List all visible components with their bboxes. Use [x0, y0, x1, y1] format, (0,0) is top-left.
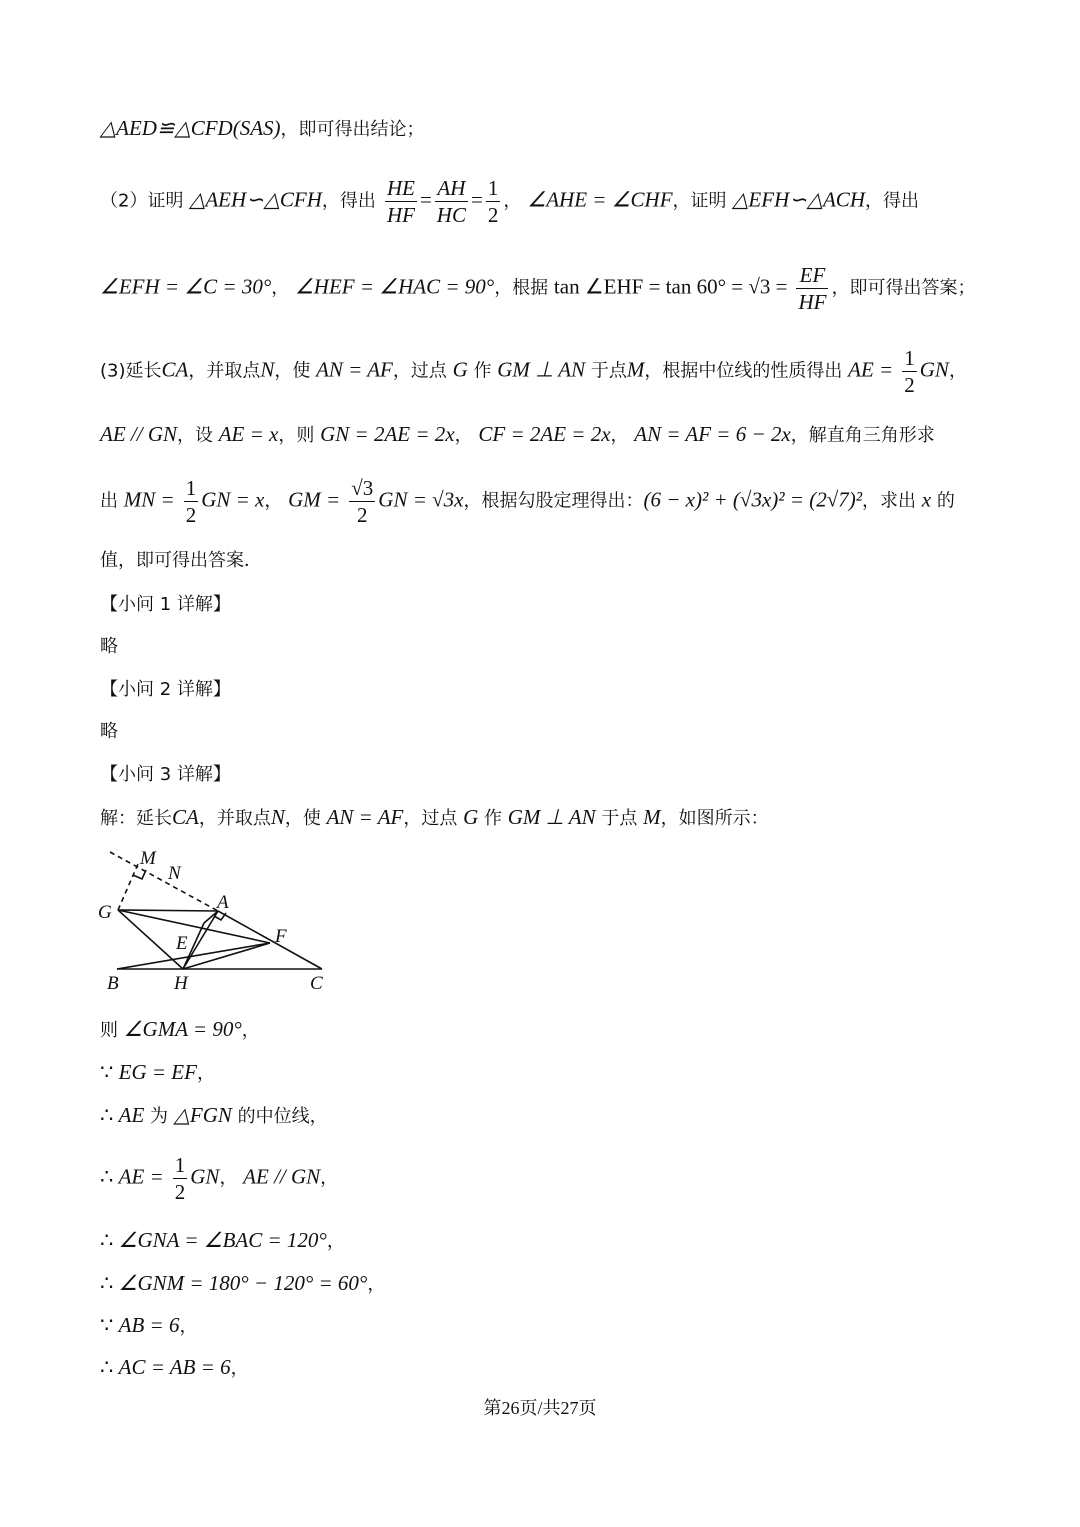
text: ， [271, 277, 295, 299]
text-line [100, 1357, 982, 1378]
text-line [100, 1230, 982, 1251]
text: 解：延长 [100, 808, 172, 829]
math-expression: M [626, 357, 645, 382]
page-footer: 第26页/共27页 [483, 1398, 597, 1418]
math-expression: ∠GMA = 90° [123, 1017, 242, 1041]
text: ， [196, 1063, 215, 1084]
text-line [100, 475, 982, 528]
math-expression: N [270, 805, 285, 829]
math-expression: △EFH∽△ACH [732, 187, 865, 212]
math-expression: MN = [123, 487, 175, 512]
text: ，解直角三角形求 [790, 425, 935, 446]
math-expression: △AED≌△CFD(SAS) [100, 116, 281, 140]
math-expression: AN = AF = 6 − 2x [634, 422, 791, 446]
text: ，过点 [392, 360, 453, 382]
text: ， [326, 1231, 345, 1252]
math-expression: CA [161, 357, 189, 382]
math-expression: ∠GNM = 180° − 120° = 60° [118, 1271, 368, 1295]
math-expression: G [452, 357, 468, 382]
label-n: N [168, 863, 181, 884]
text: ，求出 [862, 490, 922, 512]
text: ，根据中位线的性质得出 [644, 360, 849, 382]
math-expression: GM ⊥ AN [497, 357, 586, 382]
text: 作 [478, 808, 508, 829]
text: 的中位线， [231, 1106, 328, 1127]
text-line [100, 424, 982, 445]
text-line [100, 1062, 982, 1083]
text: 作 [467, 360, 498, 382]
text: ，即可得出答案； [831, 277, 976, 299]
text-line: （2）证明 △AEH∽△CFH，得出 $\frac{HE}{HF}$ = $\frac{AH}{HC}$ = $\frac{1}{2}$ ， ∠AHE = ∠CHF，证明 △EFH∽△ACH，得出 [100, 176, 919, 227]
text: ，如图所示： [660, 808, 769, 829]
math-expression: GM = [288, 487, 341, 512]
text: 出 [100, 490, 124, 512]
math-expression: x [921, 487, 932, 512]
text: ∴ [100, 1103, 119, 1127]
text: ， [230, 1358, 249, 1379]
math-expression: CA [172, 805, 199, 829]
text: ，即可得出结论； [280, 119, 425, 140]
math-expression: AN = AF [316, 357, 393, 382]
math-expression: ∠GNA = ∠BAC = 120° [118, 1228, 327, 1252]
text: ，则 [278, 425, 321, 446]
text-line: 值，即可得出答案． [100, 550, 262, 571]
text: （2）证明 [100, 190, 190, 212]
text: ，使 [274, 360, 317, 382]
dashed-line-gm [118, 864, 138, 910]
section-header: 【小问 3 详解】 [100, 764, 231, 785]
math-expression: AE = [118, 1164, 164, 1189]
math-expression: GN [919, 357, 949, 382]
math-expression: M [643, 805, 661, 829]
text: ， [454, 425, 479, 446]
fraction: $\frac{HE}{HF}$ [386, 176, 415, 227]
text: 于点 [595, 808, 644, 829]
text: ∴ [100, 1228, 119, 1252]
text-line [100, 118, 982, 139]
text-line [100, 1315, 982, 1336]
text: ，过点 [403, 808, 464, 829]
label-g: G [98, 902, 112, 923]
text-line [100, 1105, 982, 1126]
label-f: F [275, 926, 287, 947]
text: ∵ [100, 1313, 119, 1337]
math-expression: GN [190, 1164, 220, 1189]
math-expression: GN = √3x [378, 487, 464, 512]
label-c: C [310, 973, 323, 994]
text: ，设 [177, 425, 219, 446]
text: ，根据 [494, 277, 554, 299]
math-expression: AE = [848, 357, 894, 382]
math-expression: AE [118, 1103, 145, 1127]
text: ， [241, 1020, 260, 1041]
math-expression: G [463, 805, 479, 829]
text: 为 [144, 1106, 174, 1127]
text: ， [367, 1274, 386, 1295]
fraction: $\frac{1}{2}$ [174, 1153, 186, 1204]
text-line [100, 1019, 982, 1040]
text: 则 [100, 1020, 124, 1041]
text: ，得出 [864, 190, 919, 212]
math-expression: AB = 6 [118, 1313, 180, 1337]
fraction: $\frac{1}{2}$ [487, 176, 499, 227]
label-e: E [176, 933, 188, 954]
math-expression: ∠AHE = ∠CHF [527, 187, 673, 212]
geometry-figure [100, 845, 340, 1000]
text-line [100, 807, 982, 828]
text-line: 略 [100, 721, 118, 742]
section-header: 【小问 2 详解】 [100, 679, 231, 700]
text: ∵ [100, 1060, 119, 1084]
dashed-line-ma [110, 852, 218, 911]
fraction: $\frac{EF}{HF}$ [798, 263, 827, 314]
text: ∴ [100, 1355, 119, 1379]
math-expression: EG = EF [118, 1060, 197, 1084]
text: ， [610, 425, 635, 446]
text: ，证明 [672, 190, 733, 212]
line-ac [218, 911, 322, 969]
math-expression: △FGN [173, 1103, 232, 1127]
text: ，得出 [321, 190, 376, 212]
text: ， [219, 1167, 244, 1189]
text: 于点 [585, 360, 627, 382]
text: ， [948, 360, 967, 382]
math-expression: tan ∠EHF = tan 60° = √3 = [553, 274, 788, 299]
math-expression: AN = AF [326, 805, 404, 829]
math-expression: GM ⊥ AN [507, 805, 596, 829]
section-header: 【小问 1 详解】 [100, 594, 231, 615]
text-line [100, 262, 982, 315]
math-expression: GN = x [201, 487, 265, 512]
text: 的 [931, 490, 955, 512]
math-expression: N [260, 357, 275, 382]
text: ，使 [284, 808, 327, 829]
text: ， [179, 1316, 198, 1337]
label-h: H [174, 973, 188, 994]
math-expression: AC = AB = 6 [118, 1355, 231, 1379]
text: ∴ [100, 1271, 119, 1295]
math-expression: △AEH∽△CFH [189, 187, 322, 212]
text: ，根据勾股定理得出： [463, 490, 644, 512]
label-m: M [140, 848, 156, 869]
text-line [100, 345, 982, 398]
text: ， [264, 490, 289, 512]
text: ∴ [100, 1164, 119, 1189]
label-a: A [217, 892, 229, 913]
fraction: $\frac{1}{2}$ [185, 476, 197, 527]
fraction: $\frac{1}{2}$ [904, 346, 915, 397]
text: ， [320, 1167, 339, 1189]
line-ga [118, 910, 218, 911]
fraction: $\frac{AH}{HC}$ [436, 176, 466, 227]
text: ， [503, 190, 522, 212]
math-expression: ∠HEF = ∠HAC = 90° [294, 274, 495, 299]
text-line [100, 1152, 982, 1205]
label-b: B [107, 973, 119, 994]
math-expression: GN = 2AE = 2x [320, 422, 455, 446]
text: (3)延长 [100, 360, 162, 382]
math-expression: (6 − x)² + (√3x)² = (2√7)² [643, 487, 863, 512]
math-expression: CF = 2AE = 2x [478, 422, 611, 446]
math-expression: AE // GN [243, 1164, 321, 1189]
text-line [100, 1273, 982, 1294]
text: ，并取点 [188, 360, 261, 382]
math-expression: AE // GN [100, 422, 177, 446]
fraction: $\frac{√3}{2}$ [351, 476, 374, 527]
text-line: 略 [100, 636, 118, 657]
math-expression: ∠EFH = ∠C = 30° [100, 274, 272, 299]
math-expression: AE = x [218, 422, 279, 446]
text: ，并取点 [198, 808, 271, 829]
